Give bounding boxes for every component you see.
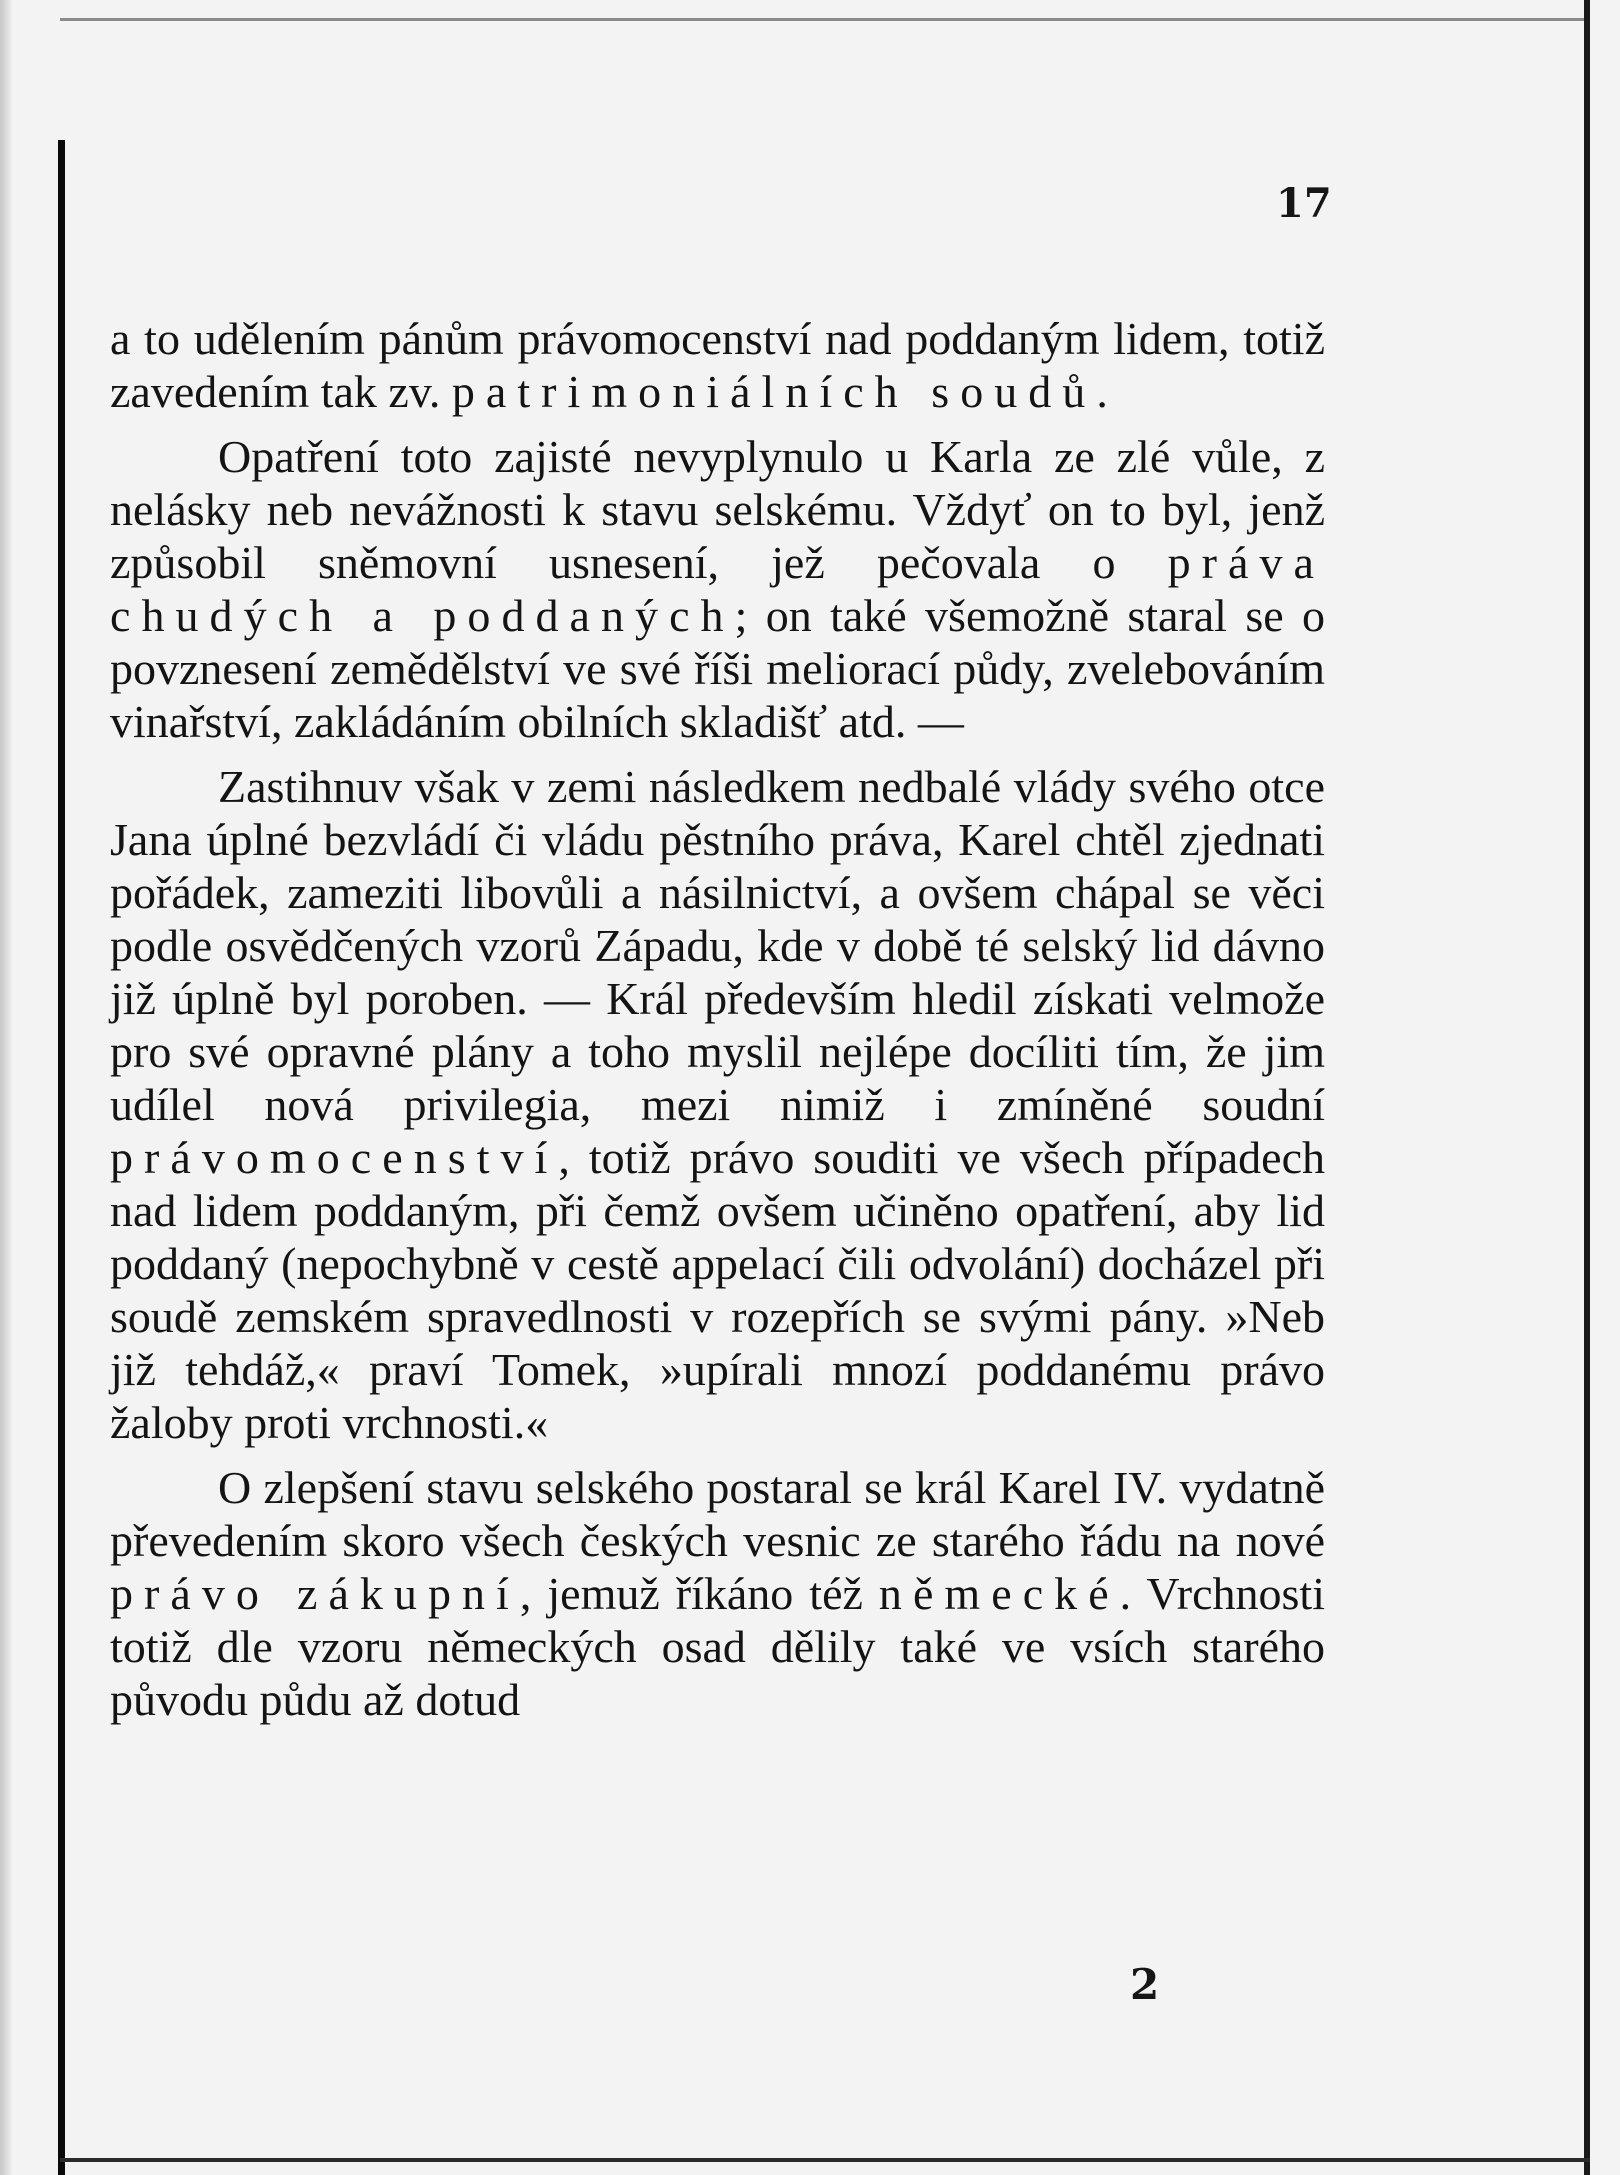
text-run: a to udělením pánům právomocenství nad poddaným lidem, totiž zavedením tak zv. — [110, 313, 1325, 417]
page-bottom-edge — [60, 2158, 1590, 2162]
page-top-edge — [60, 18, 1590, 21]
paragraph-1 — [110, 312, 1325, 418]
emphasized-spaced-text: patrimoniálních soudů — [451, 366, 1097, 417]
text-run: Opatření toto zajisté nevyplynulo u Karla ze zlé vůle, z nelásky neb nevážnosti k stavu selskému. Vždyť on to byl, jenž způsobil sněmovní usnesení, jež pečovala o — [110, 431, 1325, 588]
page-number: 17 — [1276, 180, 1332, 227]
page-right-edge — [1584, 0, 1590, 2175]
text-run: . — [1096, 366, 1108, 417]
text-run: , totiž právo souditi ve všech případech nad lidem poddaným, při čemž ovšem učiněno opatření, aby lid poddaný (nepochybně v cestě appelací čili odvolání) docházel při soudě zemském spravedlnosti v rozepřích se svými pány. »Neb již tehdáž,« praví Tomek, »upírali mnozí poddanému právo žaloby proti vrchnosti.« — [110, 1132, 1325, 1448]
paragraph-2 — [110, 430, 1325, 748]
text-run: ; on také všemožně staral se o povznesení zemědělství ve své říši meliorací půdy, zvelebováním vinařství, zakládáním obilních skladišť atd. — — [110, 590, 1325, 747]
text-run: . Vrchnosti totiž dle vzoru německých osad dělily také ve vsích starého původu půdu až dotud — [110, 1568, 1325, 1725]
emphasized-spaced-text: práva chudých a poddaných — [110, 537, 1325, 641]
page-left-edge — [58, 140, 65, 2175]
text-run: , jemuž říkáno též — [519, 1568, 879, 1619]
body-text — [110, 312, 1325, 1738]
signature-mark: 2 — [1130, 1960, 1160, 2009]
paragraph-4 — [110, 1461, 1325, 1726]
text-run: Zastihnuv však v zemi následkem nedbalé vlády svého otce Jana úplné bezvládí či vládu pěstního práva, Karel chtěl zjednati pořádek, zameziti libovůli a násilnictví, a ovšem chápal se věci podle osvědčených vzorů Západu, kde v době té selský lid dávno již úplně byl poroben. — Král především hledil získati velmože pro své opravné plány a toho myslil nejlépe docíliti tím, že jim udílel nová privilegia, mezi nimiž i zmíněné soudní — [110, 761, 1325, 1130]
book-spine-shadow — [0, 0, 12, 2175]
emphasized-spaced-text: právomocenství — [110, 1132, 559, 1183]
paragraph-3 — [110, 760, 1325, 1449]
emphasized-spaced-text: právo zákupní — [110, 1568, 520, 1619]
emphasized-spaced-text: německé — [878, 1568, 1120, 1619]
text-run: O zlepšení stavu selského postaral se král Karel IV. vydatně převedením skoro všech českých vesnic ze starého řádu na nové — [110, 1462, 1325, 1566]
